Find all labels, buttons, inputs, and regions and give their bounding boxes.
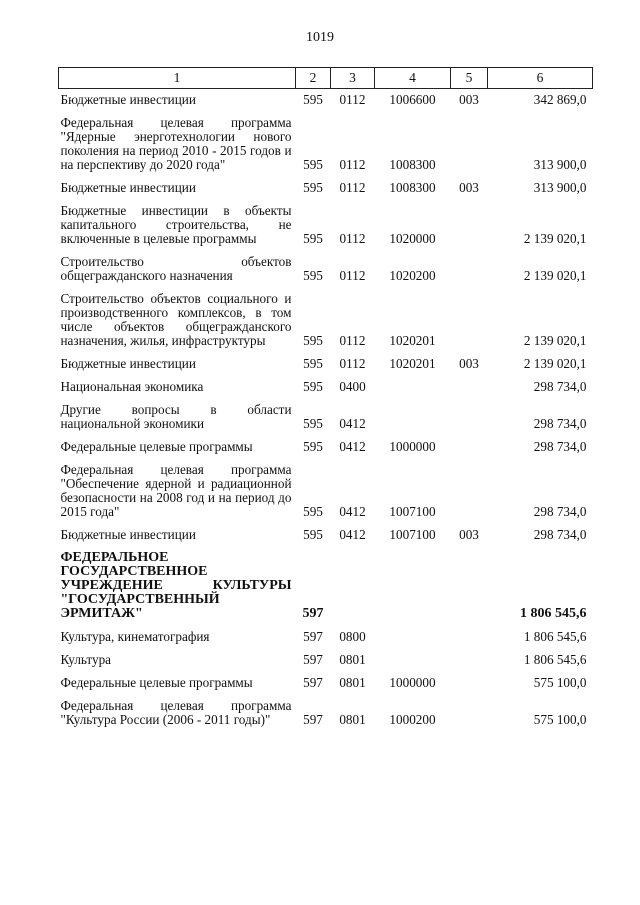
row-expense-type: 003: [459, 356, 479, 371]
row-target-code: [375, 630, 451, 653]
row-name: Культура, кинематография: [60, 629, 210, 644]
row-target-code: 1007100: [389, 504, 436, 519]
row-section-code: 0112: [339, 92, 366, 107]
row-section-code: 0112: [339, 356, 366, 371]
row-expense-type: 003: [459, 92, 479, 107]
row-amount: 2 139 020,1: [523, 231, 587, 246]
row-name: Федеральная целевая программа "Культура России (2006 - 2011 годы)": [60, 698, 292, 727]
row-expense-type: [451, 551, 488, 630]
row-expense-type: [451, 699, 488, 736]
row-section-code: [331, 551, 375, 630]
table-row: [59, 528, 593, 551]
row-amount: 298 734,0: [533, 439, 587, 454]
row-expense-type: [451, 116, 488, 181]
table-row: [59, 292, 593, 357]
row-expense-type: [451, 403, 488, 440]
row-target-code: 1020200: [389, 268, 436, 283]
row-ministry-code: 595: [303, 157, 323, 172]
row-expense-type: 003: [459, 180, 479, 195]
row-amount: 298 734,0: [533, 504, 587, 519]
row-target-code: 1020201: [389, 333, 436, 348]
row-target-code: 1006600: [389, 92, 436, 107]
table-row: [59, 653, 593, 676]
row-expense-type: [451, 380, 488, 403]
row-target-code: 1008300: [389, 180, 436, 195]
row-amount: 1 806 545,6: [520, 606, 587, 621]
row-name: Строительство объектов социального и производственного комплексов, в том числе объектов общегражданского назначения, жилья, инфраструктуры: [60, 291, 292, 348]
row-target-code: 1007100: [389, 527, 436, 542]
row-amount: 2 139 020,1: [523, 333, 587, 348]
row-amount: 298 734,0: [533, 416, 587, 431]
row-amount: 313 900,0: [533, 180, 587, 195]
row-amount: 1 806 545,6: [523, 652, 587, 667]
row-section-code: 0112: [339, 157, 366, 172]
row-amount: 342 869,0: [533, 92, 587, 107]
table-row: [59, 630, 593, 653]
row-section-code: 0800: [339, 629, 366, 644]
table-row: [59, 116, 593, 181]
row-amount: 2 139 020,1: [523, 356, 587, 371]
row-section-code: 0112: [339, 268, 366, 283]
row-section-code: 0412: [339, 504, 366, 519]
table-row: [59, 255, 593, 292]
budget-table: [58, 67, 593, 736]
row-ministry-code: 595: [303, 356, 323, 371]
row-amount: 575 100,0: [533, 675, 587, 690]
row-section-code: 0112: [339, 231, 366, 246]
row-ministry-code: 597: [302, 606, 324, 621]
table-row: [59, 463, 593, 528]
row-target-code: 1020000: [389, 231, 436, 246]
table-row: [59, 403, 593, 440]
header-row: [59, 68, 593, 89]
column-header: 4: [375, 68, 451, 89]
row-amount: 575 100,0: [533, 712, 587, 727]
row-target-code: [375, 380, 451, 403]
row-ministry-code: 597: [303, 629, 323, 644]
table-row: [59, 204, 593, 255]
row-ministry-code: 597: [303, 652, 323, 667]
row-amount: 298 734,0: [533, 379, 587, 394]
table-row: [59, 181, 593, 204]
row-name: Бюджетные инвестиции в объекты капитального строительства, не включенные в целевые программы: [60, 203, 292, 246]
row-target-code: 1000000: [389, 675, 436, 690]
row-name: Бюджетные инвестиции: [60, 527, 196, 542]
row-section-code: 0412: [339, 527, 366, 542]
row-expense-type: [451, 630, 488, 653]
row-ministry-code: 595: [303, 416, 323, 431]
row-ministry-code: 595: [303, 268, 323, 283]
row-name: Бюджетные инвестиции: [60, 356, 196, 371]
row-name: Национальная экономика: [60, 379, 204, 394]
row-ministry-code: 595: [303, 527, 323, 542]
page-number: 1019: [306, 30, 334, 45]
row-ministry-code: 595: [303, 379, 323, 394]
column-header: 5: [451, 68, 488, 89]
row-expense-type: [451, 292, 488, 357]
row-name: Федеральная целевая программа "Ядерные энерготехнологии нового поколения на период 2010 - 2015 годов и на перспективу до 2020 года": [60, 115, 292, 172]
row-target-code: 1008300: [389, 157, 436, 172]
column-header: 3: [331, 68, 375, 89]
row-ministry-code: 595: [303, 180, 323, 195]
row-section-code: 0412: [339, 416, 366, 431]
row-name: Другие вопросы в области национальной экономики: [60, 402, 292, 431]
row-target-code: 1000200: [389, 712, 436, 727]
row-amount: 1 806 545,6: [523, 629, 587, 644]
row-target-code: [375, 653, 451, 676]
row-target-code: 1000000: [389, 439, 436, 454]
row-name: Бюджетные инвестиции: [60, 92, 196, 107]
row-section-code: 0801: [339, 652, 366, 667]
row-target-code: 1020201: [389, 356, 436, 371]
row-expense-type: [451, 653, 488, 676]
row-target-code: [375, 551, 451, 630]
table-row: [59, 699, 593, 736]
row-expense-type: [451, 463, 488, 528]
column-header: 1: [59, 68, 296, 89]
row-section-code: 0412: [339, 439, 366, 454]
row-name: Бюджетные инвестиции: [60, 180, 196, 195]
row-expense-type: [451, 440, 488, 463]
row-ministry-code: 597: [303, 712, 323, 727]
row-section-code: 0112: [339, 180, 366, 195]
table-row: [59, 676, 593, 699]
row-amount: 298 734,0: [533, 527, 587, 542]
row-ministry-code: 595: [303, 231, 323, 246]
table-row: [59, 380, 593, 403]
row-section-code: 0400: [339, 379, 366, 394]
row-amount: 2 139 020,1: [523, 268, 587, 283]
row-name: ФЕДЕРАЛЬНОЕ ГОСУДАРСТВЕННОЕ УЧРЕЖДЕНИЕ КУЛЬТУРЫ "ГОСУДАРСТВЕННЫЙ ЭРМИТАЖ": [60, 550, 292, 621]
row-section-code: 0801: [339, 712, 366, 727]
column-header: 2: [296, 68, 331, 89]
column-header: 6: [488, 68, 593, 89]
row-expense-type: 003: [459, 527, 479, 542]
row-name: Строительство объектов общегражданского назначения: [60, 254, 292, 283]
row-expense-type: [451, 204, 488, 255]
row-name: Федеральные целевые программы: [60, 439, 253, 454]
row-section-code: 0112: [339, 333, 366, 348]
row-name: Культура: [60, 652, 112, 667]
table-row: [59, 357, 593, 380]
table-row: [59, 551, 593, 630]
row-section-code: 0801: [339, 675, 366, 690]
row-name: Федеральные целевые программы: [60, 675, 253, 690]
table-row: [59, 89, 593, 117]
row-ministry-code: 595: [303, 333, 323, 348]
row-name: Федеральная целевая программа "Обеспечение ядерной и радиационной безопасности на 2008 год и на период до 2015 года": [60, 462, 292, 519]
row-expense-type: [451, 255, 488, 292]
table-row: [59, 440, 593, 463]
row-expense-type: [451, 676, 488, 699]
row-amount: 313 900,0: [533, 157, 587, 172]
row-ministry-code: 595: [303, 439, 323, 454]
row-ministry-code: 595: [303, 504, 323, 519]
row-target-code: [375, 403, 451, 440]
row-ministry-code: 597: [303, 675, 323, 690]
row-ministry-code: 595: [303, 92, 323, 107]
